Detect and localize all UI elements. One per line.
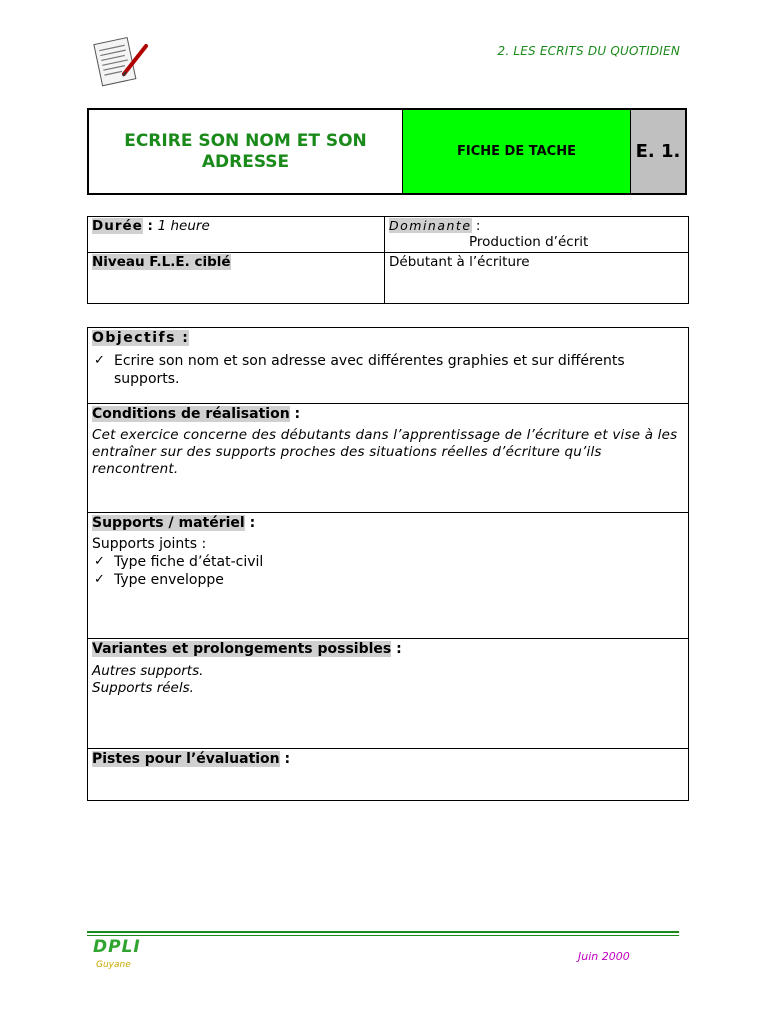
duration-label: Durée [92,218,143,234]
task-code: E. 1. [631,110,685,193]
variants-title: Variantes et prolongements possibles [92,641,392,657]
variants-line: Supports réels. [92,680,194,696]
dominante-value: Production d’écrit [469,234,589,250]
checkmark-icon: ✓ [94,554,105,569]
level-value: Débutant à l’écriture [385,253,689,304]
section-header-title: 2. LES ECRITS DU QUOTIDIEN [497,44,680,58]
evaluation-section: Pistes pour l’évaluation : [88,749,689,801]
checkmark-icon: ✓ [94,572,105,587]
objectives-section [88,328,689,404]
checkmark-icon: ✓ [94,353,105,368]
title-box [87,108,687,195]
dpli-logo-subtitle: Guyane [96,960,131,970]
task-details-table [87,327,689,801]
dpli-logo: DPLI [93,937,141,957]
variants-section: Variantes et prolongements possibles : Autres supports. Supports réels. [88,639,689,749]
supports-intro: Supports joints : [92,536,207,552]
duration-value: 1 heure [157,218,210,234]
info-table [87,216,689,304]
evaluation-title: Pistes pour l’évaluation [92,751,280,767]
footer-divider [87,931,679,933]
level-cell [88,253,385,304]
objectives-item: ✓ Ecrire son nom et son adresse avec différentes graphies et sur différents supports. [94,353,625,387]
document-type-label: FICHE DE TACHE [403,110,631,193]
conditions-section: Conditions de réalisation : Cet exercice concerne des débutants dans l’apprentissage de l’écriture et vise à les entraîner sur des supports proches des situations réelles d’écriture qu’ils rencontrent. [88,404,689,513]
supports-section: Supports / matériel : Supports joints : ✓ Type fiche d’état-civil ✓ Type enveloppe [88,513,689,639]
duration-cell: Durée : 1 heure [88,217,385,253]
supports-item: ✓ Type fiche d’état-civil [94,554,264,570]
level-label: Niveau F.L.E. ciblé [92,254,231,270]
document-pen-icon [90,34,152,88]
supports-title: Supports / matériel [92,515,245,531]
conditions-title: Conditions de réalisation [92,406,290,422]
variants-line: Autres supports. [92,663,204,679]
footer-divider [87,935,679,936]
supports-item: ✓ Type enveloppe [94,572,224,588]
footer-date: Juin 2000 [578,950,630,963]
objectives-title: Objectifs : [92,330,190,346]
dominante-cell: Dominante : Production d’écrit [385,217,689,253]
dominante-label: Dominante [389,218,472,233]
conditions-text: Cet exercice concerne des débutants dans l’apprentissage de l’écriture et vise à les entraîner sur des supports proches des situations réelles d’écriture qu’ils rencontrent. [92,427,678,477]
task-title: ECRIRE SON NOM ET SON ADRESSE [89,110,403,193]
